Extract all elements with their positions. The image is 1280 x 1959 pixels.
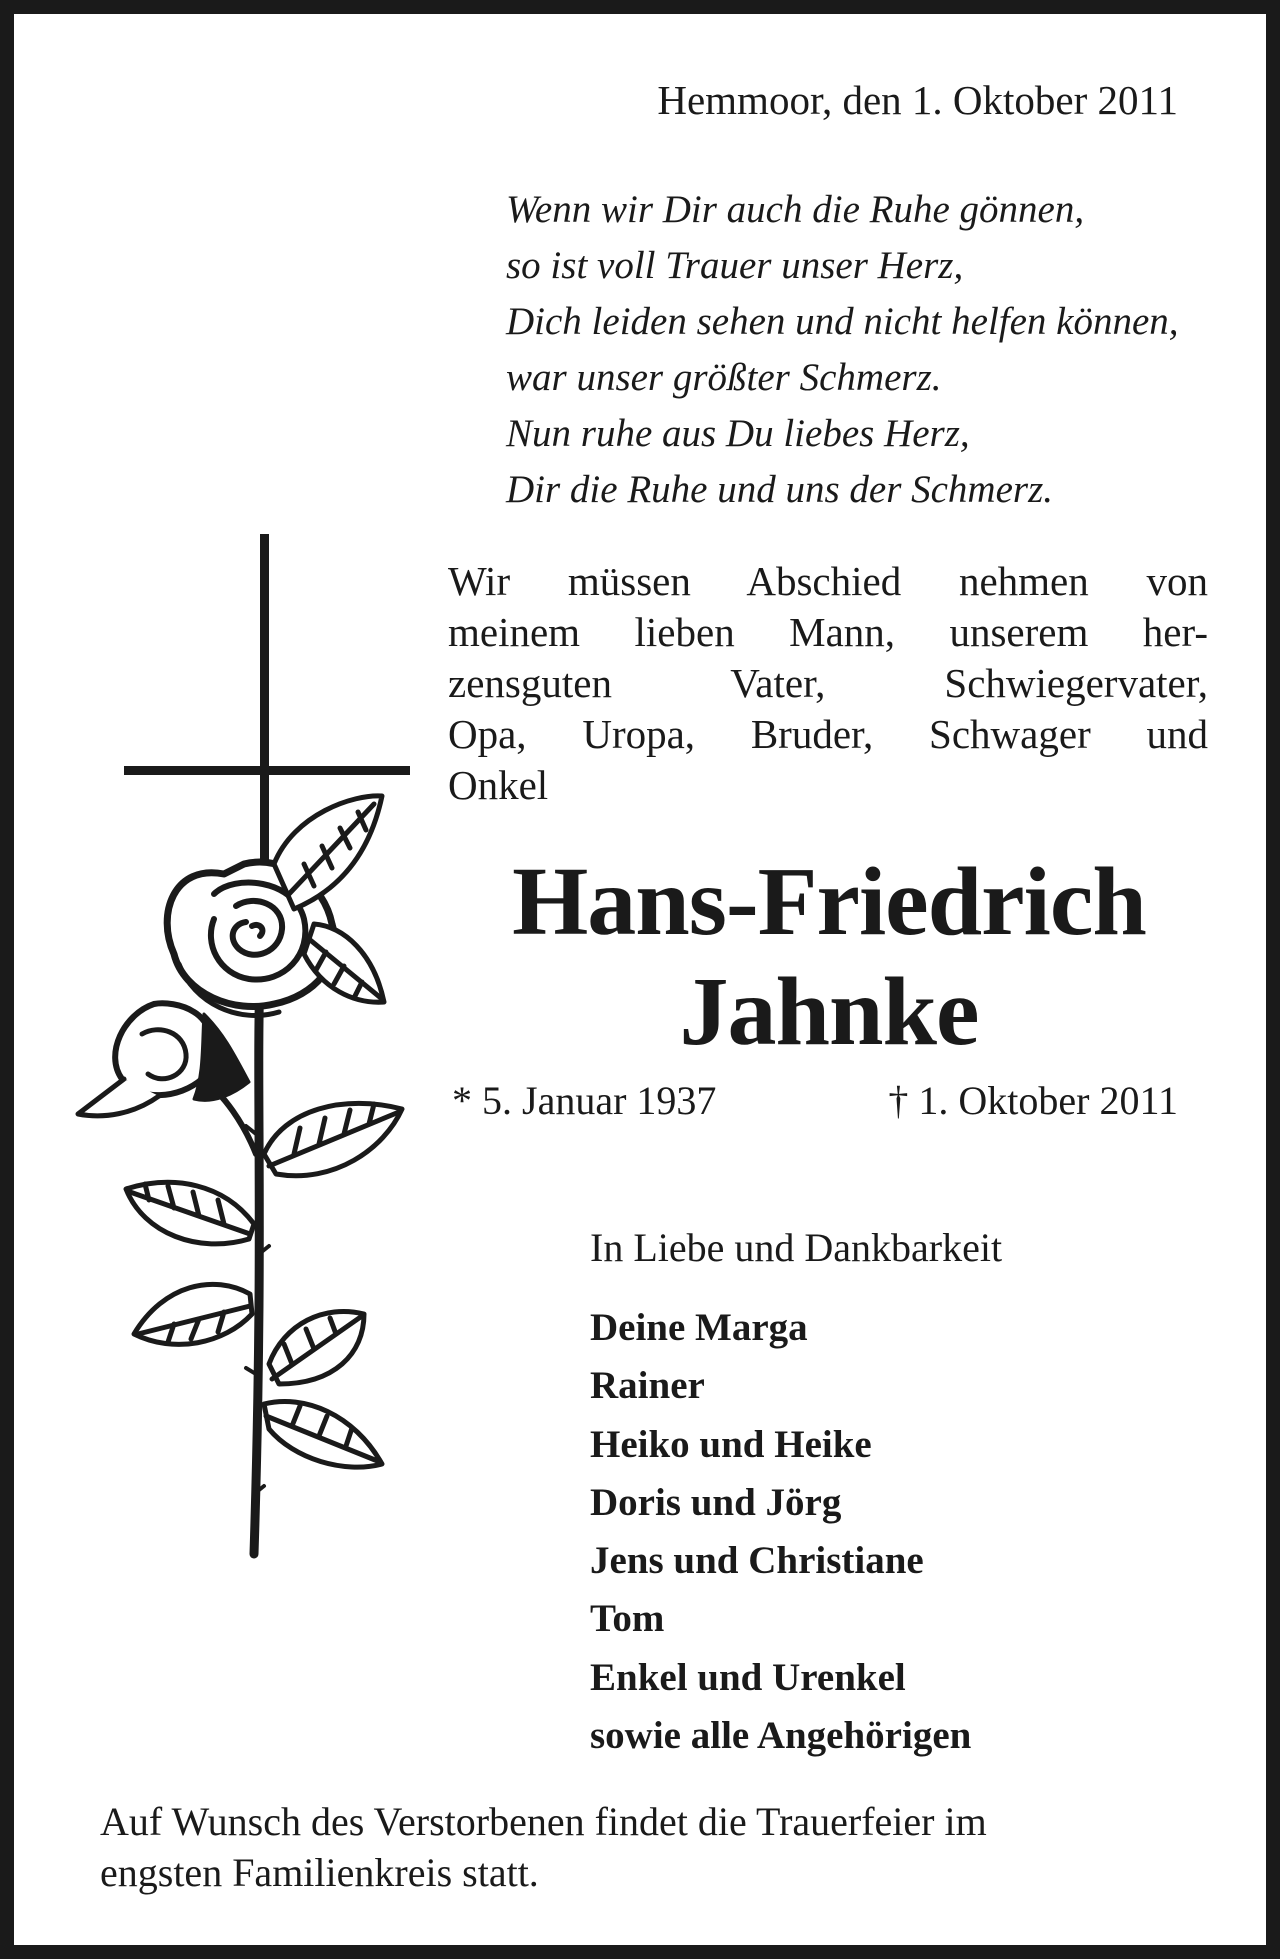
footer-line: engsten Familienkreis statt. <box>100 1850 539 1895</box>
poem-line: Dir die Ruhe und uns der Schmerz. <box>506 468 1054 511</box>
mourner: Enkel und Urenkel <box>590 1655 906 1699</box>
mourner: Tom <box>590 1597 665 1641</box>
intro-line: meinem lieben Mann, unserem her- <box>448 609 1208 655</box>
poem <box>506 182 1226 518</box>
mourner: Rainer <box>590 1364 705 1408</box>
cross-rose-illustration <box>64 534 424 1564</box>
mourner: Deine Marga <box>590 1306 808 1349</box>
intro-line: Onkel <box>448 762 549 808</box>
intro-line: Opa, Uropa, Bruder, Schwager und <box>448 711 1208 757</box>
intro-line: zensguten Vater, Schwiegervater, <box>448 660 1208 706</box>
birth-date: * 5. Januar 1937 <box>452 1078 717 1123</box>
mourner: Heiko und Heike <box>590 1422 872 1466</box>
intro-paragraph <box>448 556 1208 811</box>
poem-line: so ist voll Trauer unser Herz, <box>506 244 964 287</box>
mourner: sowie alle Angehörigen <box>590 1714 972 1758</box>
footer-note <box>100 1796 1210 1898</box>
rose-icon <box>78 796 402 1554</box>
poem-line: Wenn wir Dir auch die Ruhe gönnen, <box>506 188 1085 231</box>
mourners-list <box>590 1299 971 1765</box>
intro-line: Wir müssen Abschied nehmen von <box>448 558 1208 604</box>
poem-line: war unser größter Schmerz. <box>506 356 942 399</box>
deceased-last-name: Jahnke <box>679 958 979 1066</box>
footer-line: Auf Wunsch des Verstorbenen findet die Trauerfeier im <box>100 1799 987 1844</box>
dedication: In Liebe und Dankbarkeit <box>590 1225 1003 1270</box>
deceased-first-name: Hans-Friedrich <box>512 848 1146 956</box>
place-date: Hemmoor, den 1. Oktober 2011 <box>657 77 1178 123</box>
mourner: Doris und Jörg <box>590 1480 842 1524</box>
mourner: Jens und Christiane <box>590 1539 924 1583</box>
poem-line: Dich leiden sehen und nicht helfen können, <box>506 300 1179 343</box>
death-date: † 1. Oktober 2011 <box>888 1078 1178 1123</box>
poem-line: Nun ruhe aus Du liebes Herz, <box>506 412 970 455</box>
